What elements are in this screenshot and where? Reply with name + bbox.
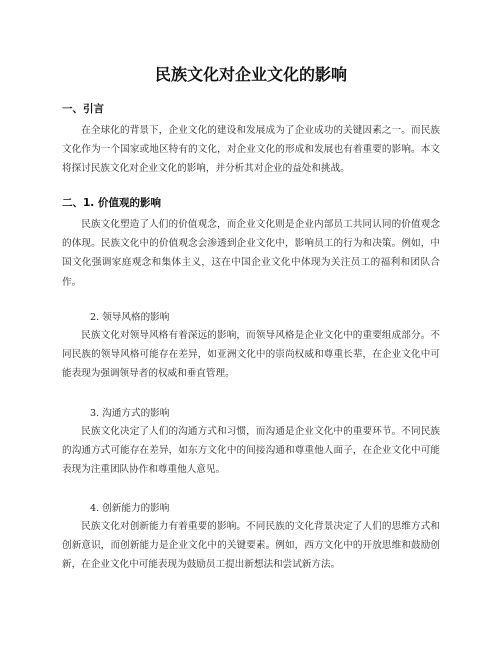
- section-paragraph-values: 民族文化塑造了人们的价值观念，而企业文化则是企业内部员工共同认同的价值观念的体现。民族文化中的价值观念会渗透到企业文化中，影响员工的行为和决策。例如，中国文化强调家庭观念和集体主义，这在中国企业文化中体现为关注员工的福利和团队合作。: [62, 219, 440, 288]
- section-heading-intro: 一、引言: [62, 103, 104, 115]
- section-paragraph-communication: 民族文化决定了人们的沟通方式和习惯，而沟通是企业文化中的重要环节。不同民族的沟通方式可能存在差异，如东方文化中的间接沟通和尊重他人面子，在企业文化中可能表现为注重团队协作和尊重他人意见。: [62, 426, 440, 476]
- section-paragraph-leadership: 民族文化对领导风格有着深远的影响，而领导风格是企业文化中的重要组成部分。不同民族的领导风格可能存在差异，如亚洲文化中的崇尚权威和尊重长辈，在企业文化中可能表现为强调领导者的权威和垂直管理。: [62, 330, 440, 380]
- section-paragraph-intro: 在全球化的背景下，企业文化的建设和发展成为了企业成功的关键因素之一。而民族文化作为一个国家或地区特有的文化，对企业文化的形成和发展也有着重要的影响。本文将探讨民族文化对企业文化的影响，并分析其对企业的益处和挑战。: [62, 125, 440, 175]
- section-paragraph-innovation: 民族文化对创新能力有着重要的影响。不同民族的文化背景决定了人们的思维方式和创新意识，而创新能力是企业文化中的关键要素。例如，西方文化中的开放思维和鼓励创新，在企业文化中可能表现为鼓励员工提出新想法和尝试新方法。: [62, 521, 440, 571]
- document-title: 民族文化对企业文化的影响: [154, 65, 347, 84]
- section-heading-leadership: 2. 领导风格的影响: [90, 312, 170, 323]
- section-heading-communication: 3. 沟通方式的影响: [90, 408, 170, 419]
- section-heading-innovation: 4. 创新能力的影响: [90, 503, 170, 514]
- section-heading-values: 二、1. 价值观的影响: [62, 197, 161, 209]
